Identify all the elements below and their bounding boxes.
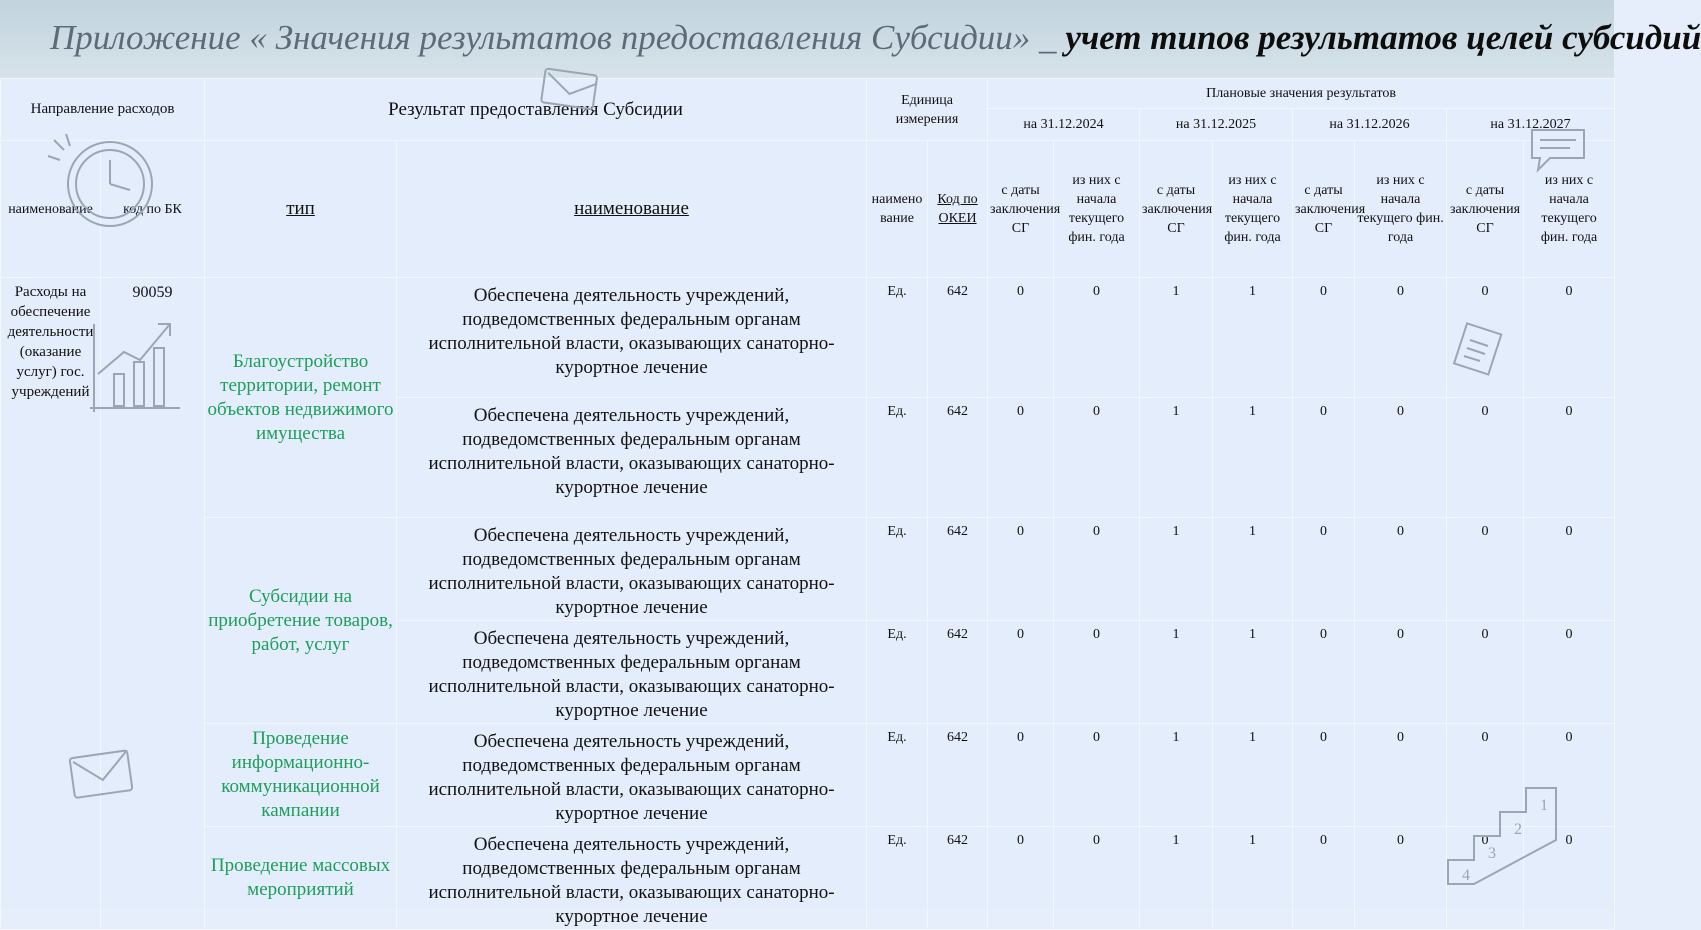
- value-cell: 0: [1293, 278, 1355, 398]
- value-cell: 1: [1213, 398, 1293, 518]
- title-banner: [0, 0, 1701, 78]
- value-cell: 0: [1524, 398, 1615, 518]
- table-row: [1, 278, 1615, 398]
- header-dir-name: наименование: [1, 141, 101, 278]
- header-from-date: с даты заключения СГ: [1447, 141, 1524, 278]
- header-from-year: из них с начала текущего фин. года: [1524, 141, 1615, 278]
- result-name: Обеспечена деятельность учреждений, подведомственных федеральным органам исполнительной власти, оказывающих санаторно-курортное лечение: [397, 827, 867, 930]
- value-cell: 1: [1213, 518, 1293, 621]
- type-cell: Проведение массовых мероприятий: [205, 827, 397, 930]
- header-res-name: наименование: [397, 141, 867, 278]
- page-title: Приложение « Значения результатов предоставления Субсидии» _ учет типов результатов целей субсидий: [50, 18, 1701, 57]
- result-name: Обеспечена деятельность учреждений, подведомственных федеральным органам исполнительной власти, оказывающих санаторно-курортное лечение: [397, 518, 867, 621]
- value-cell: 1: [1213, 724, 1293, 827]
- value-cell: 0: [1054, 398, 1140, 518]
- svg-text:1: 1: [1540, 797, 1548, 814]
- table-row: [1, 827, 1615, 930]
- value-cell: 1: [1140, 827, 1213, 930]
- value-cell: 0: [1355, 518, 1447, 621]
- header-from-date: с даты заключения СГ: [1140, 141, 1213, 278]
- type-cell: Проведение информационно-коммуникационной кампании: [205, 724, 397, 827]
- value-cell: 0: [1293, 827, 1355, 930]
- value-cell: 1: [1140, 518, 1213, 621]
- header-dir-code: код по БК: [101, 141, 205, 278]
- okei-code: 642: [928, 621, 988, 724]
- value-cell: 1: [1140, 621, 1213, 724]
- value-cell: 0: [1447, 724, 1524, 827]
- table-row: [1, 518, 1615, 621]
- result-name: Обеспечена деятельность учреждений, подведомственных федеральным органам исполнительной власти, оказывающих санаторно-курортное лечение: [397, 621, 867, 724]
- value-cell: 1: [1213, 278, 1293, 398]
- header-date-2026: на 31.12.2026: [1293, 109, 1447, 141]
- value-cell: 0: [1293, 518, 1355, 621]
- value-cell: 1: [1213, 621, 1293, 724]
- unit-name: Ед.: [867, 278, 928, 398]
- value-cell: 0: [1524, 278, 1615, 398]
- value-cell: 0: [988, 827, 1054, 930]
- header-unit: Единица измерения: [867, 79, 988, 141]
- value-cell: 1: [1140, 398, 1213, 518]
- value-cell: 0: [1524, 827, 1615, 930]
- value-cell: 0: [1355, 827, 1447, 930]
- value-cell: 0: [1054, 621, 1140, 724]
- value-cell: 0: [1447, 621, 1524, 724]
- unit-name: Ед.: [867, 518, 928, 621]
- value-cell: 0: [1355, 621, 1447, 724]
- value-cell: 1: [1213, 827, 1293, 930]
- header-result: Результат предоставления Субсидии: [205, 79, 867, 141]
- result-name: Обеспечена деятельность учреждений, подведомственных федеральным органам исполнительной власти, оказывающих санаторно-курортное лечение: [397, 398, 867, 518]
- value-cell: 1: [1140, 278, 1213, 398]
- value-cell: 0: [1447, 827, 1524, 930]
- value-cell: 0: [1054, 518, 1140, 621]
- value-cell: 0: [1447, 278, 1524, 398]
- header-type: тип: [205, 141, 397, 278]
- header-unit-code: Код по ОКЕИ: [928, 141, 988, 278]
- value-cell: 0: [1355, 724, 1447, 827]
- header-from-year: из них с начала текущего фин. года: [1355, 141, 1447, 278]
- unit-name: Ед.: [867, 398, 928, 518]
- result-name: Обеспечена деятельность учреждений, подведомственных федеральным органам исполнительной власти, оказывающих санаторно-курортное лечение: [397, 724, 867, 827]
- okei-code: 642: [928, 278, 988, 398]
- expense-code: 90059: [101, 278, 205, 930]
- value-cell: 0: [1054, 827, 1140, 930]
- header-date-2025: на 31.12.2025: [1140, 109, 1293, 141]
- header-from-date: с даты заключения СГ: [988, 141, 1054, 278]
- header-planned: Плановые значения результатов: [988, 79, 1615, 109]
- value-cell: 0: [1447, 398, 1524, 518]
- value-cell: 0: [1054, 278, 1140, 398]
- header-direction: Направление расходов: [1, 79, 205, 141]
- value-cell: 0: [1355, 398, 1447, 518]
- value-cell: 0: [1054, 724, 1140, 827]
- value-cell: 0: [1355, 278, 1447, 398]
- okei-code: 642: [928, 827, 988, 930]
- value-cell: 0: [1293, 398, 1355, 518]
- value-cell: 0: [1293, 621, 1355, 724]
- type-cell: Благоустройство территории, ремонт объектов недвижимого имущества: [205, 278, 397, 518]
- value-cell: 0: [1524, 724, 1615, 827]
- unit-name: Ед.: [867, 621, 928, 724]
- okei-code: 642: [928, 398, 988, 518]
- value-cell: 0: [1447, 518, 1524, 621]
- value-cell: 0: [1524, 518, 1615, 621]
- results-sheet: [0, 78, 1614, 927]
- table-row: [1, 724, 1615, 827]
- results-table: [0, 78, 1615, 930]
- result-name: Обеспечена деятельность учреждений, подведомственных федеральным органам исполнительной власти, оказывающих санаторно-курортное лечение: [397, 278, 867, 398]
- header-from-date: с даты заключения СГ: [1293, 141, 1355, 278]
- value-cell: 0: [1524, 621, 1615, 724]
- value-cell: 0: [1293, 724, 1355, 827]
- unit-name: Ед.: [867, 827, 928, 930]
- okei-code: 642: [928, 518, 988, 621]
- type-cell: Субсидии на приобретение товаров, работ, услуг: [205, 518, 397, 724]
- header-from-year: из них с начала текущего фин. года: [1213, 141, 1293, 278]
- okei-code: 642: [928, 724, 988, 827]
- value-cell: 0: [988, 278, 1054, 398]
- svg-text:2: 2: [1514, 821, 1522, 838]
- svg-text:3: 3: [1488, 845, 1496, 862]
- value-cell: 0: [988, 398, 1054, 518]
- header-date-2027: на 31.12.2027: [1447, 109, 1615, 141]
- value-cell: 0: [988, 518, 1054, 621]
- header-unit-name: наимено вание: [867, 141, 928, 278]
- expense-name: Расходы на обеспечение деятельности (оказание услуг) гос. учреждений: [1, 278, 101, 930]
- unit-name: Ед.: [867, 724, 928, 827]
- header-date-2024: на 31.12.2024: [988, 109, 1140, 141]
- value-cell: 1: [1140, 724, 1213, 827]
- svg-text:4: 4: [1462, 867, 1470, 884]
- value-cell: 0: [988, 621, 1054, 724]
- value-cell: 0: [988, 724, 1054, 827]
- header-from-year: из них с начала текущего фин. года: [1054, 141, 1140, 278]
